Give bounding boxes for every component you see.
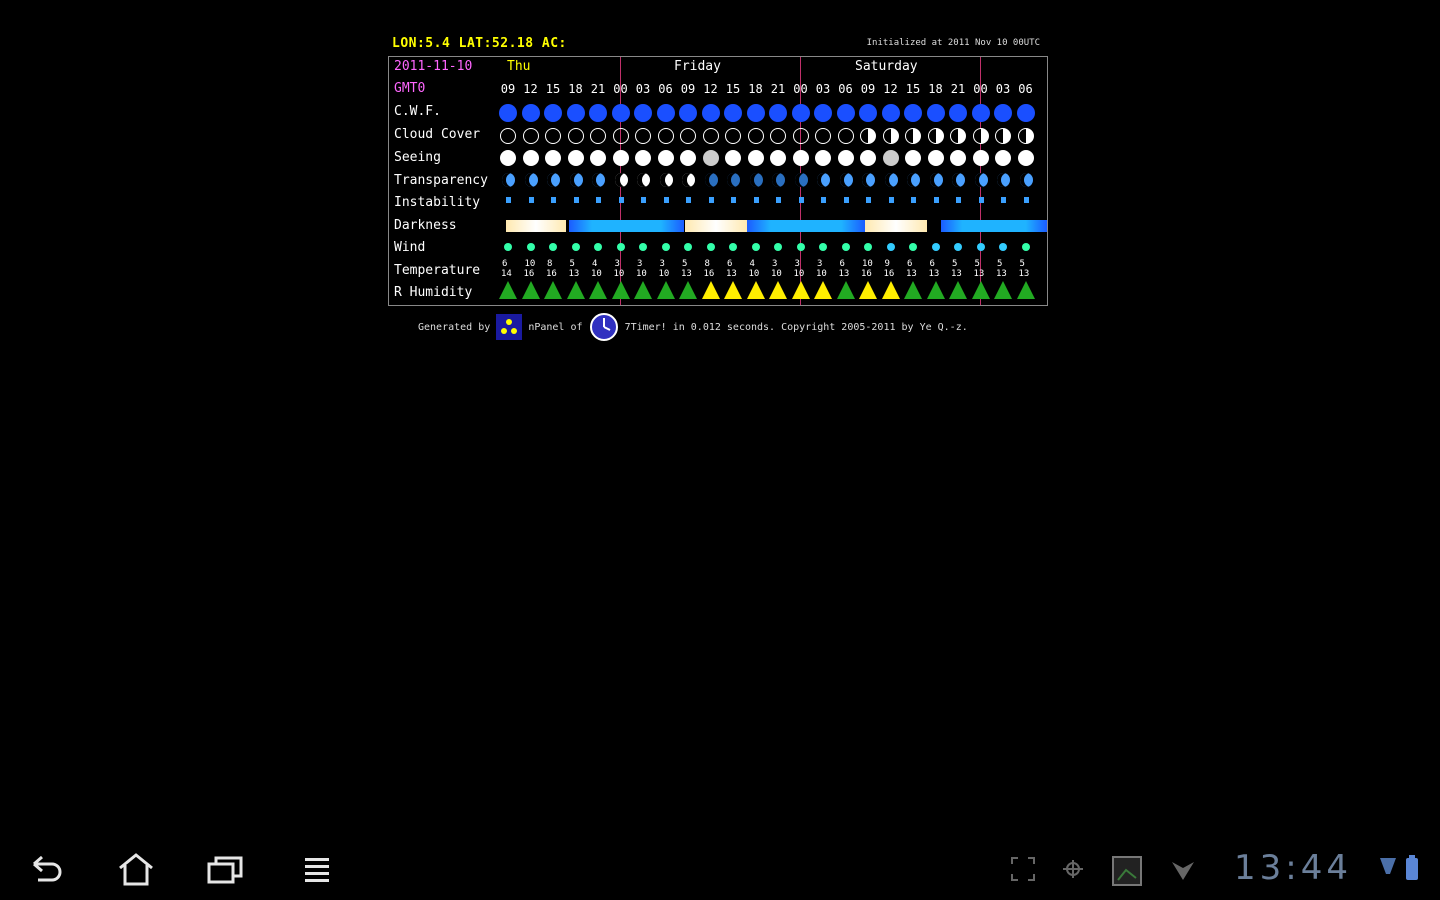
system-navigation-bar (0, 840, 1440, 900)
transparency-moon (750, 173, 763, 187)
instability-mark (844, 197, 849, 203)
temp-top: 3 (817, 259, 823, 269)
astro-forecast-panel (388, 36, 1050, 336)
wind-dot (932, 243, 940, 251)
notification-icon (1168, 854, 1198, 884)
wind-dot (594, 243, 602, 251)
hour-label: 12 (883, 82, 898, 96)
humidity-tree (724, 281, 742, 299)
instability-mark (506, 197, 511, 203)
instability-mark (574, 197, 579, 203)
wind-dot (729, 243, 737, 251)
temp-top: 4 (592, 259, 598, 269)
cloud-cover-dot (973, 128, 989, 144)
instability-mark (754, 197, 759, 203)
hour-label: 06 (1018, 82, 1033, 96)
cloud-cover-dot (1018, 128, 1034, 144)
row-label-instability: Instability (394, 195, 481, 210)
hour-label: 03 (995, 82, 1011, 96)
instability-mark (551, 197, 556, 203)
humidity-tree (792, 281, 810, 299)
wind-dot (684, 243, 692, 251)
menu-icon[interactable] (295, 852, 339, 888)
day-friday-label: Friday (674, 59, 721, 74)
humidity-tree (522, 281, 540, 299)
humidity-tree (567, 281, 585, 299)
seeing-dot (860, 150, 876, 166)
hour-label: 09 (500, 82, 516, 96)
temp-bottom: 16 (703, 269, 715, 279)
transparency-moon (795, 173, 808, 187)
hour-label: 12 (703, 82, 718, 96)
temp-bottom: 14 (501, 269, 512, 279)
hour-label: 15 (905, 82, 921, 96)
instability-mark (731, 197, 736, 203)
humidity-tree (499, 281, 517, 299)
temp-top: 5 (1019, 259, 1025, 269)
transparency-moon (840, 173, 853, 187)
temp-bottom: 13 (973, 269, 985, 279)
hour-label: 00 (793, 82, 808, 96)
temp-top: 4 (749, 259, 755, 269)
day-thu-label: Thu (507, 59, 531, 74)
cloud-cover-dot (928, 128, 944, 144)
wind-dot (752, 243, 760, 251)
hour-label: 12 (523, 82, 538, 96)
seeing-dot (793, 150, 809, 166)
cwf-dot (904, 104, 922, 122)
cloud-cover-dot (883, 128, 899, 144)
temp-bottom: 10 (771, 269, 782, 279)
cloud-cover-dot (523, 128, 539, 144)
transparency-moon (547, 173, 560, 187)
footer-credit (418, 312, 968, 342)
instability-mark (956, 197, 961, 203)
temp-bottom: 13 (928, 269, 940, 279)
temp-bottom: 10 (748, 269, 760, 279)
wind-dot (864, 243, 872, 251)
temp-top: 3 (659, 259, 665, 269)
temp-bottom: 10 (636, 269, 647, 279)
temp-bottom: 13 (681, 269, 692, 279)
instability-mark (1024, 197, 1029, 203)
row-label-humidity: R Humidity (394, 285, 473, 300)
cwf-dot (859, 104, 877, 122)
cwf-dot (747, 104, 765, 122)
wind-dot (707, 243, 715, 251)
temp-bottom: 10 (591, 269, 602, 279)
timezone-label: GMT0 (394, 81, 426, 96)
temp-top: 6 (929, 259, 935, 269)
cwf-dot (994, 104, 1012, 122)
humidity-tree (589, 281, 607, 299)
temp-top: 10 (862, 259, 873, 269)
coordinates-label: LON:5.4 LAT:52.18 AC: (392, 36, 567, 51)
seeing-dot (658, 150, 674, 166)
cwf-dot (522, 104, 540, 122)
humidity-tree (837, 281, 855, 299)
cwf-dot (882, 104, 900, 122)
cwf-dot (837, 104, 855, 122)
transparency-moon (1020, 173, 1033, 187)
seeing-dot (613, 150, 629, 166)
hour-label: 21 (950, 82, 966, 96)
humidity-tree (927, 281, 945, 299)
humidity-tree (949, 281, 967, 299)
instability-mark (619, 197, 624, 203)
home-icon[interactable] (114, 852, 158, 888)
row-label-darkness: Darkness (394, 218, 457, 233)
7timer-logo-icon (589, 312, 619, 342)
temp-top: 6 (727, 259, 733, 269)
hour-label: 03 (635, 82, 651, 96)
seeing-dot (590, 150, 606, 166)
temp-bottom: 10 (793, 269, 805, 279)
temp-bottom: 13 (838, 269, 850, 279)
wind-dot (1022, 243, 1030, 251)
temp-top: 6 (502, 259, 508, 269)
seeing-dot (1018, 150, 1034, 166)
back-icon[interactable] (24, 852, 68, 888)
cloud-cover-dot (568, 128, 584, 144)
wind-dot (662, 243, 670, 251)
wind-dot (842, 243, 850, 251)
wind-dot (504, 243, 512, 251)
cloud-cover-dot (635, 128, 651, 144)
transparency-moon (502, 173, 515, 187)
footer-text-npanel: nPanel of (528, 322, 583, 333)
transparency-moon (885, 173, 898, 187)
transparency-moon (727, 173, 740, 187)
temp-top: 8 (704, 259, 710, 269)
temp-top: 6 (839, 259, 845, 269)
transparency-moon (975, 173, 988, 187)
instability-mark (889, 197, 894, 203)
humidity-tree (679, 281, 697, 299)
hour-label: 00 (973, 82, 988, 96)
wind-dot (527, 243, 535, 251)
cwf-dot (769, 104, 787, 122)
wind-dot (819, 243, 827, 251)
temp-top: 10 (524, 259, 536, 269)
humidity-tree (859, 281, 877, 299)
instability-mark (664, 197, 669, 203)
temp-top: 5 (952, 259, 958, 269)
temp-top: 5 (997, 259, 1003, 269)
darkness-bar-segment (569, 220, 684, 232)
temp-bottom: 10 (613, 269, 625, 279)
wind-dot (549, 243, 557, 251)
temp-bottom: 13 (996, 269, 1007, 279)
humidity-tree (702, 281, 720, 299)
temp-bottom: 16 (546, 269, 557, 279)
instability-mark (596, 197, 601, 203)
cwf-dot (949, 104, 967, 122)
wind-dot (909, 243, 917, 251)
cloud-cover-dot (905, 128, 921, 144)
init-time-label: Initialized at 2011 Nov 10 00UTC (866, 38, 1040, 48)
hour-label: 06 (838, 82, 853, 96)
transparency-moon (637, 173, 650, 187)
seeing-dot (838, 150, 854, 166)
transparency-moon (997, 173, 1010, 187)
wind-dot (999, 243, 1007, 251)
cloud-cover-dot (995, 128, 1011, 144)
instability-mark (709, 197, 714, 203)
cwf-dot (544, 104, 562, 122)
battery-icon (1404, 854, 1420, 884)
hour-label: 15 (725, 82, 741, 96)
seeing-dot (703, 150, 719, 166)
transparency-moon (570, 173, 583, 187)
instability-mark (799, 197, 804, 203)
humidity-tree (612, 281, 630, 299)
instability-mark (934, 197, 939, 203)
transparency-moon (952, 173, 965, 187)
cloud-cover-dot (770, 128, 786, 144)
hour-label: 09 (680, 82, 696, 96)
transparency-moon (705, 173, 718, 187)
cloud-cover-dot (590, 128, 606, 144)
cloud-cover-dot (748, 128, 764, 144)
cwf-dot (814, 104, 832, 122)
humidity-tree (769, 281, 787, 299)
seeing-dot (815, 150, 831, 166)
instability-mark (641, 197, 646, 203)
seeing-dot (995, 150, 1011, 166)
wifi-signal-icon (1378, 854, 1398, 884)
seeing-dot (928, 150, 944, 166)
seeing-dot (635, 150, 651, 166)
transparency-moon (907, 173, 920, 187)
temp-bottom: 13 (1018, 269, 1030, 279)
date-label: 2011-11-10 (394, 59, 473, 74)
humidity-tree (994, 281, 1012, 299)
humidity-tree (747, 281, 765, 299)
hour-label: 21 (590, 82, 606, 96)
temp-top: 3 (794, 259, 800, 269)
seeing-dot (725, 150, 741, 166)
humidity-tree (814, 281, 832, 299)
temp-top: 8 (547, 259, 553, 269)
cloud-cover-dot (613, 128, 629, 144)
cwf-dot (1017, 104, 1035, 122)
wind-dot (977, 243, 985, 251)
darkness-bar-segment (747, 220, 865, 232)
cloud-cover-dot (500, 128, 516, 144)
darkness-bar-segment (865, 220, 927, 232)
humidity-tree (634, 281, 652, 299)
wind-dot (954, 243, 962, 251)
temp-bottom: 16 (523, 269, 535, 279)
temp-top: 3 (637, 259, 643, 269)
footer-text-generated: Generated by (418, 322, 491, 333)
hour-label: 21 (770, 82, 786, 96)
temp-bottom: 10 (816, 269, 827, 279)
seeing-dot (523, 150, 539, 166)
instability-mark (529, 197, 534, 203)
cloud-cover-dot (680, 128, 696, 144)
fullscreen-icon[interactable] (1008, 854, 1038, 884)
hour-label: 18 (928, 82, 943, 96)
transparency-moon (772, 173, 785, 187)
humidity-tree (972, 281, 990, 299)
wind-dot (887, 243, 895, 251)
seeing-dot (883, 150, 899, 166)
cloud-cover-dot (793, 128, 809, 144)
footer-text-copyright: 7Timer! in 0.012 seconds. Copyright 2005-2011 by Ye Q.-z. (624, 322, 968, 333)
temp-bottom: 16 (883, 269, 895, 279)
darkness-bar-segment (685, 220, 747, 232)
darkness-bar-segment (941, 220, 1047, 232)
humidity-tree (904, 281, 922, 299)
forecast-grid (388, 56, 1048, 306)
cwf-dot (792, 104, 810, 122)
humidity-tree (544, 281, 562, 299)
hour-label: 03 (815, 82, 831, 96)
hour-label: 06 (658, 82, 673, 96)
temp-top: 5 (974, 259, 980, 269)
cwf-dot (724, 104, 742, 122)
cwf-dot (702, 104, 720, 122)
cloud-cover-dot (815, 128, 831, 144)
temp-top: 3 (614, 259, 620, 269)
seeing-dot (770, 150, 786, 166)
transparency-moon (817, 173, 830, 187)
transparency-moon (592, 173, 605, 187)
temp-bottom: 13 (951, 269, 962, 279)
hour-label: 09 (860, 82, 876, 96)
darkness-bar-segment (506, 220, 566, 232)
cloud-cover-dot (703, 128, 719, 144)
temp-top: 5 (569, 259, 575, 269)
seeing-dot (500, 150, 516, 166)
temp-bottom: 16 (861, 269, 872, 279)
wind-dot (774, 243, 782, 251)
humidity-tree (882, 281, 900, 299)
hour-label: 18 (568, 82, 583, 96)
temp-top: 9 (884, 259, 890, 269)
transparency-moon (660, 173, 673, 187)
seeing-dot (950, 150, 966, 166)
seeing-dot (545, 150, 561, 166)
row-label-transparency: Transparency (394, 173, 488, 188)
cloud-cover-dot (725, 128, 741, 144)
instability-mark (821, 197, 826, 203)
cloud-cover-dot (838, 128, 854, 144)
cwf-dot (499, 104, 517, 122)
row-label-cloud-cover: Cloud Cover (394, 127, 481, 142)
wind-dot (639, 243, 647, 251)
humidity-tree (1017, 281, 1035, 299)
instability-mark (866, 197, 871, 203)
instability-mark (911, 197, 916, 203)
cwf-dot (589, 104, 607, 122)
humidity-tree (657, 281, 675, 299)
row-label-cwf: C.W.F. (394, 104, 441, 119)
temp-bottom: 13 (726, 269, 737, 279)
cwf-dot (679, 104, 697, 122)
temp-top: 3 (772, 259, 778, 269)
cloud-cover-dot (658, 128, 674, 144)
instability-mark (776, 197, 781, 203)
wind-dot (617, 243, 625, 251)
cwf-dot (567, 104, 585, 122)
seeing-dot (680, 150, 696, 166)
row-label-seeing: Seeing (394, 150, 441, 165)
cwf-dot (657, 104, 675, 122)
recent-apps-icon[interactable] (203, 852, 247, 888)
transparency-moon (525, 173, 538, 187)
screenshot-icon (1110, 854, 1144, 888)
row-label-temperature: Temperature (394, 263, 481, 278)
transparency-moon (682, 173, 695, 187)
npanel-logo-icon (496, 314, 522, 340)
temp-top: 5 (682, 259, 688, 269)
seeing-dot (748, 150, 764, 166)
temp-bottom: 13 (906, 269, 917, 279)
transparency-moon (930, 173, 943, 187)
day-saturday-label: Saturday (855, 59, 918, 74)
cloud-cover-dot (545, 128, 561, 144)
hour-label: 18 (748, 82, 763, 96)
cwf-dot (972, 104, 990, 122)
cwf-dot (927, 104, 945, 122)
transparency-moon (862, 173, 875, 187)
hour-label: 00 (613, 82, 628, 96)
instability-mark (686, 197, 691, 203)
transparency-moon (615, 173, 628, 187)
temp-bottom: 13 (568, 269, 580, 279)
cloud-cover-dot (950, 128, 966, 144)
wind-dot (572, 243, 580, 251)
seeing-dot (973, 150, 989, 166)
seeing-dot (568, 150, 584, 166)
temp-top: 6 (907, 259, 913, 269)
hour-label: 15 (545, 82, 561, 96)
clock: 13:44 (1234, 848, 1352, 888)
seeing-dot (905, 150, 921, 166)
cloud-cover-dot (860, 128, 876, 144)
row-label-wind: Wind (394, 240, 426, 255)
cwf-dot (612, 104, 630, 122)
wind-dot (797, 243, 805, 251)
instability-mark (1001, 197, 1006, 203)
instability-mark (979, 197, 984, 203)
cwf-dot (634, 104, 652, 122)
temp-bottom: 10 (658, 269, 670, 279)
usb-debug-icon (1058, 854, 1088, 884)
